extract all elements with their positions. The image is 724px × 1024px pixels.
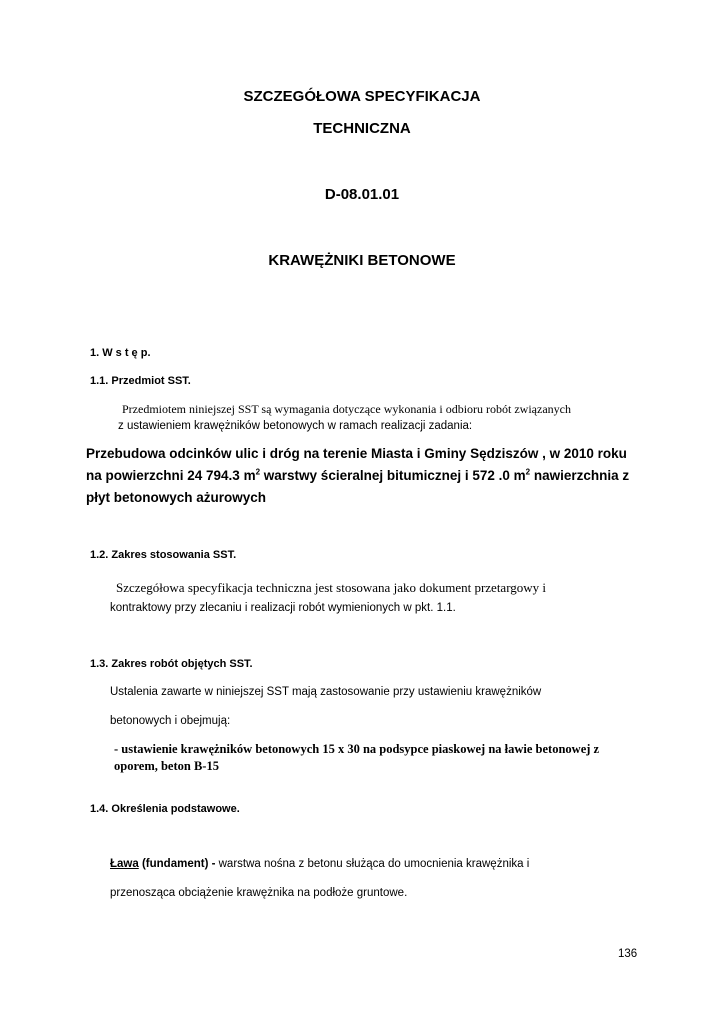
page-number: 136: [618, 948, 638, 960]
project-title-line3: płyt betonowych ażurowych: [86, 490, 267, 505]
doc-title-line2: TECHNICZNA: [313, 120, 411, 137]
section-1-1-para-line2: z ustawieniem krawężników betonowych w ramach realizacji zadania:: [118, 420, 473, 432]
section-1-3-bullet-line1: - ustawienie krawężników betonowych 15 x 30 na podsypce piaskowej na ławie betonowej z: [114, 742, 600, 756]
project-title-line2: na powierzchni 24 794.3 $m^2$ warstwy ścieralnej bitumicznej i 572 .0 $m^2$ nawierzchnia z: [86, 467, 630, 483]
definition-lawa-line2: przenosząca obciążenie krawężnika na podłoże gruntowe.: [110, 887, 408, 899]
section-1-4-heading: 1.4. Określenia podstawowe.: [90, 803, 240, 815]
section-1-2-line2: kontraktowy przy zlecaniu i realizacji robót wymienionych w pkt. 1.1.: [110, 602, 456, 614]
section-1-1-heading: 1.1. Przedmiot SST.: [90, 375, 191, 387]
doc-subject: KRAWĘŻNIKI BETONOWE: [268, 252, 456, 269]
doc-code: D-08.01.01: [324, 186, 400, 203]
section-1-heading: 1. W s t ę p.: [90, 347, 151, 359]
section-1-1-para-line1: Przedmiotem niniejszej SST są wymagania dotyczące wykonania i odbioru robót związanych: [122, 402, 571, 416]
section-1-2-heading: 1.2. Zakres stosowania SST.: [90, 549, 237, 561]
section-1-3-line1: Ustalenia zawarte w niniejszej SST mają zastosowanie przy ustawieniu krawężników: [110, 686, 542, 698]
section-1-3-line2: betonowych i obejmują:: [110, 715, 231, 727]
section-1-3-heading: 1.3. Zakres robót objętych SST.: [90, 658, 253, 670]
section-1-3-bullet-line2: oporem, beton B-15: [114, 759, 219, 773]
doc-title-line1: SZCZEGÓŁOWA SPECYFIKACJA: [243, 88, 481, 105]
project-title-line1: Przebudowa odcinków ulic i dróg na terenie Miasta i Gminy Sędziszów , w 2010 roku: [86, 446, 627, 461]
definition-lawa-line1: Ława (fundament) - warstwa nośna z betonu służąca do umocnienia krawężnika i: [110, 858, 530, 870]
term-lawa: Ława: [110, 858, 139, 870]
section-1-2-line1: Szczegółowa specyfikacja techniczna jest stosowana jako dokument przetargowy i: [116, 580, 547, 595]
